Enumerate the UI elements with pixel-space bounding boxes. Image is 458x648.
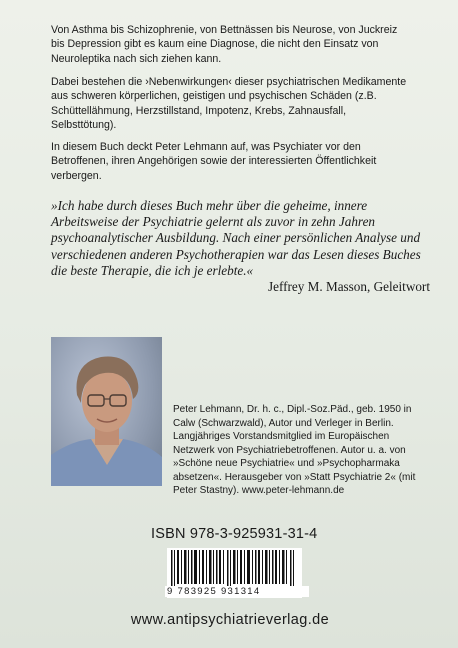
barcode-digits: 9 783925 931314 <box>165 586 309 597</box>
author-bio: Peter Lehmann, Dr. h. c., Dipl.-Soz.Päd., geb. 1950 in Calw (Schwarzwald), Autor und Verleger in Berlin. Langjähriges Vorstandsmitglied im Europäischen Netzwerk von Psychiatriebetroffenen. Autor u. a. von »Schöne neue Psychiatrie« und »Psychopharmaka absetzen«. Herausgeber von »Statt Psychiatrie 2« (mit Peter Stastny). www.peter-lehmann.de <box>173 404 416 496</box>
isbn-number: ISBN 978-3-925931-31-4 <box>151 526 318 542</box>
description-paragraph-2: Dabei bestehen die ›Nebenwirkungen‹ dieser psychiatrischen Medikamente aus schweren körperlichen, geistigen und psychischen Schäden (z.B. Schüttellähmung, Herzstillstand, Impotenz, Krebs, Zahnausfall, Selbsttötung). <box>51 76 407 132</box>
publisher-website[interactable]: www.antipsychiatrieverlag.de <box>130 612 330 628</box>
testimonial-author: Jeffrey M. Masson, Geleitwort <box>267 279 430 294</box>
author-portrait-illustration <box>51 337 162 486</box>
barcode-icon <box>167 548 302 588</box>
description-paragraph-1: Von Asthma bis Schizophrenie, von Bettnässen bis Neurose, von Juckreiz bis Depression gibt es kaum eine Diagnose, die nicht den Einsatz von Neuroleptika nach sich ziehen kann. <box>51 24 398 65</box>
testimonial-quote: »Ich habe durch dieses Buch mehr über die geheime, innere Arbeitsweise der Psychiatrie gelernt als zuvor in zehn Jahren psychoanalytischer Ausbildung. Nach einer persönlichen Analyse und verschiedenen anderen Psychotherapien war das Lesen dieses Buches die beste Therapie, die ich je erlebte.« <box>51 198 421 278</box>
author-photo <box>51 337 162 486</box>
description-paragraph-3: In diesem Buch deckt Peter Lehmann auf, was Psychiater vor den Betroffenen, ihren Angehörigen sowie der interessierten Öffentlichkeit verbergen. <box>51 141 377 182</box>
